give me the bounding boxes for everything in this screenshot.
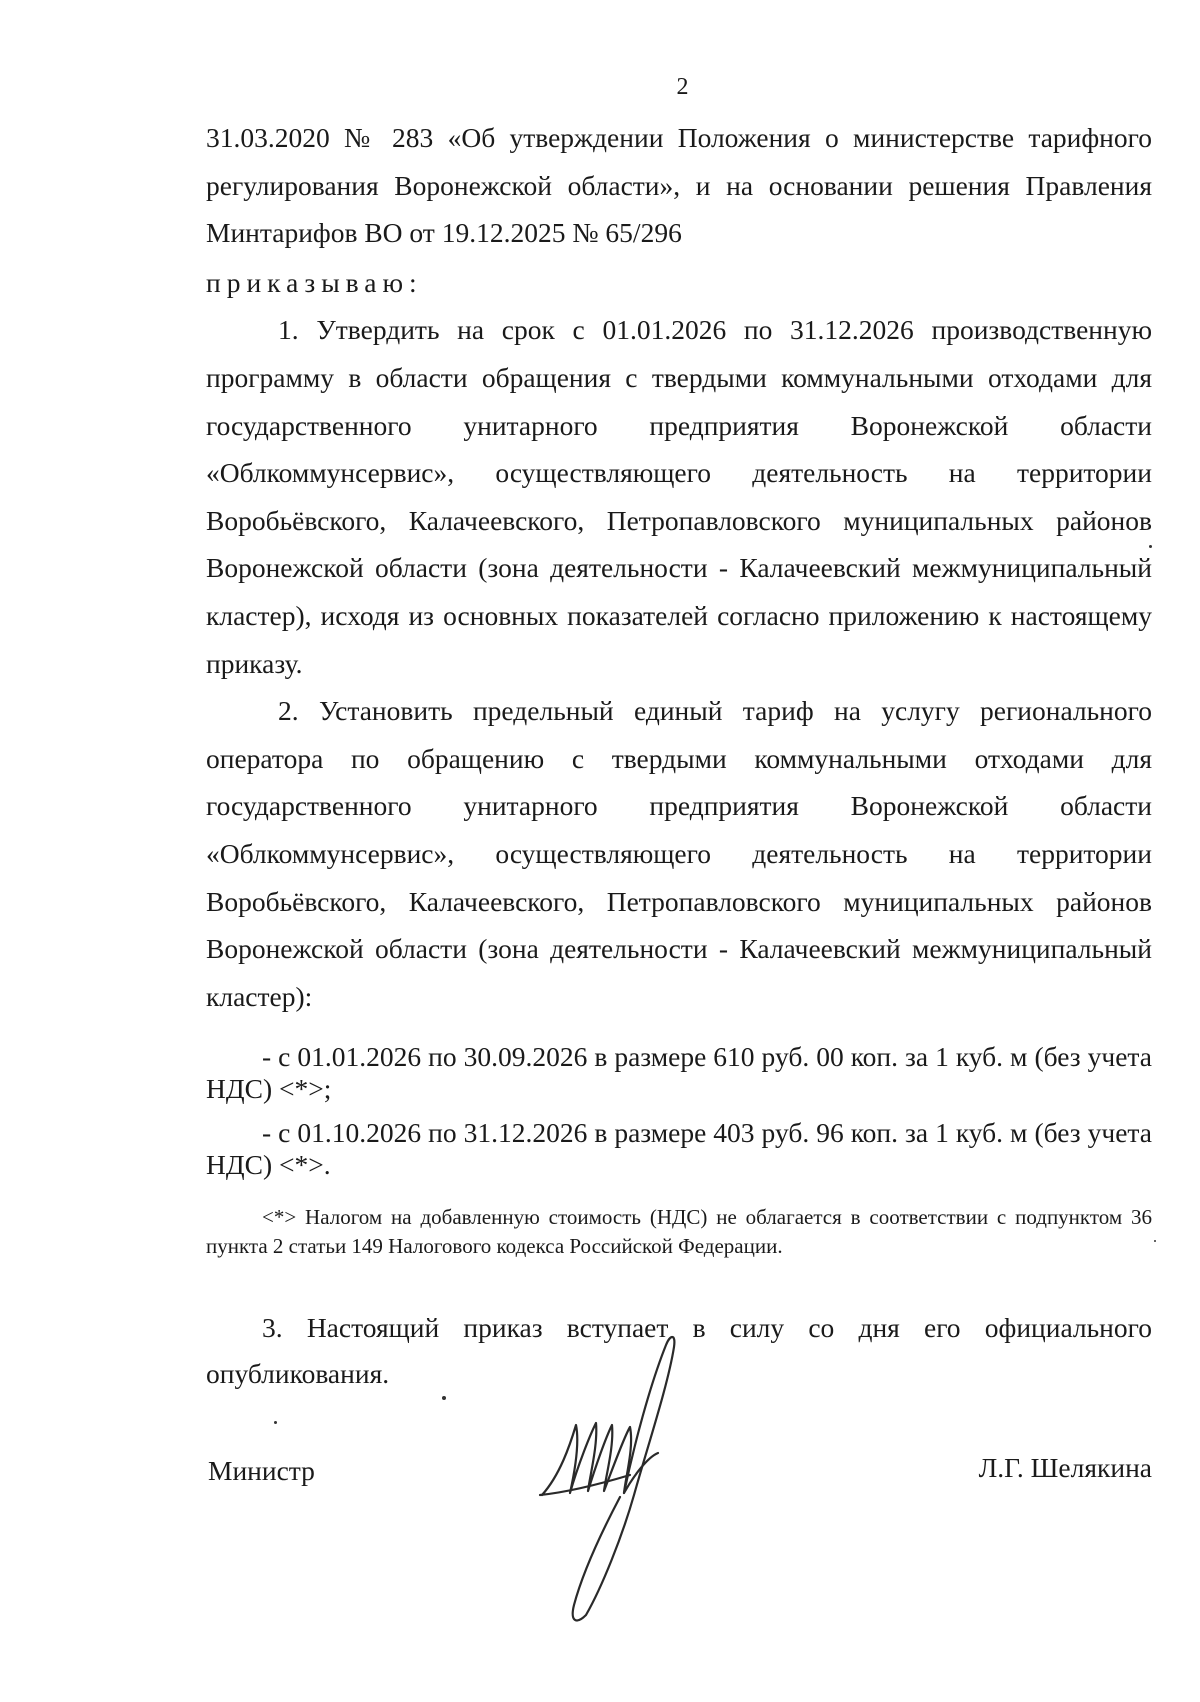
intro-paragraph: 31.03.2020 № 283 «Об утверждении Положения о министерстве тарифного регулирования Воронежской области», и на основании решения Правления Минтарифов ВО от 19.12.2025 № 65/296 xyxy=(206,122,1152,249)
footnote-text: <*> Налогом на добавленную стоимость (НДС) не облагается в соответствии с подпунктом 36 пункта 2 статьи 149 Налогового кодекса Российской Федерации. xyxy=(206,1205,1152,1258)
item-3-paragraph: 3. Настоящий приказ вступает в силу со дня его официального опубликования. xyxy=(206,1312,1152,1389)
scan-speck xyxy=(442,1396,446,1400)
footnote xyxy=(206,1203,1152,1261)
scan-speck xyxy=(274,1421,277,1424)
tariff-list xyxy=(206,1041,1152,1193)
page-number: 2 xyxy=(676,74,689,100)
item-2-paragraph: 2. Установить предельный единый тариф на услугу регионального оператора по обращению с твердыми коммунальными отходами для государственного унитарного предприятия Воронежской области «Облкоммунсервис», осуществляющего деятельность на территории Воробьёвского, Калачеевского, Петропавловского муниципальных районов Воронежской области (зона деятельности - Калачеевский межмуниципальный кластер): xyxy=(206,695,1152,1012)
order-word: приказываю: xyxy=(206,266,423,298)
signatory-name: Л.Г. Шелякина xyxy=(978,1452,1152,1483)
scan-speck xyxy=(1149,545,1152,548)
signatory-role: Министр xyxy=(208,1455,315,1486)
scan-speck xyxy=(1154,1240,1156,1242)
handwritten-signature xyxy=(530,1325,730,1625)
item-1-paragraph: 1. Утвердить на срок с 01.01.2026 по 31.12.2026 производственную программу в области обращения с твердыми коммунальными отходами для государственного унитарного предприятия Воронежской области «Облкоммунсервис», осуществляющего деятельность на территории Воробьёвского, Калачеевского, Петропавловского муниципальных районов Воронежской области (зона деятельности - Калачеевский межмуниципальный кластер), исходя из основных показателей согласно приложению к настоящему приказу. xyxy=(206,314,1152,679)
document-body xyxy=(206,114,1152,1020)
tariff-item: - с 01.10.2026 по 31.12.2026 в размере 403 руб. 96 коп. за 1 куб. м (без учета НДС) <*>. xyxy=(206,1117,1152,1180)
tariff-item: - с 01.01.2026 по 30.09.2026 в размере 610 руб. 00 коп. за 1 куб. м (без учета НДС) <*>; xyxy=(206,1041,1152,1104)
